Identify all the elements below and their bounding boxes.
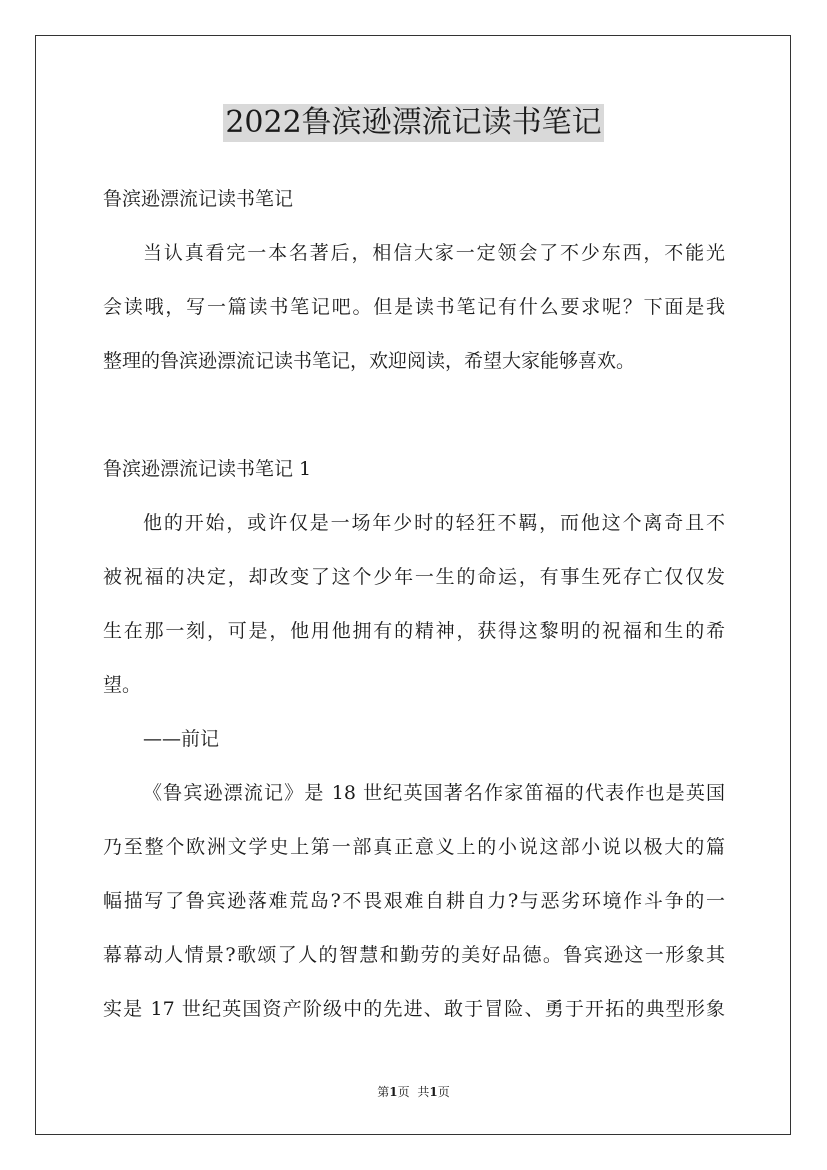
foreword-label: ——前记 xyxy=(143,728,220,750)
total-pages: 1 xyxy=(429,1085,438,1099)
page-number: 1 xyxy=(389,1085,398,1099)
intro-line: 会读哦，写一篇读书笔记吧。但是读书笔记有什么要求呢？下面是我 xyxy=(103,296,725,318)
paragraph-line: 幕幕动人情景?歌颂了人的智慧和勤劳的美好品德。鲁宾逊这一形象其 xyxy=(103,944,725,966)
paragraph-line: 实是 17 世纪英国资产阶级中的先进、敢于冒险、勇于开拓的典型形象 xyxy=(103,998,725,1020)
spacer xyxy=(103,388,725,442)
section-heading: 鲁滨逊漂流记读书笔记 1 xyxy=(103,458,312,480)
page-footer xyxy=(0,1084,827,1100)
total-suffix: 页 xyxy=(437,1085,450,1099)
paragraph-line: 他的开始，或许仅是一场年少时的轻狂不羁，而他这个离奇且不 xyxy=(143,512,725,534)
page-prefix: 第 xyxy=(377,1085,390,1099)
paragraph-line: 幅描写了鲁宾逊落难荒岛?不畏艰难自耕自力?与恶劣环境作斗争的一 xyxy=(103,890,725,912)
intro-line: 整理的鲁滨逊漂流记读书笔记，欢迎阅读，希望大家能够喜欢。 xyxy=(103,350,636,372)
document-title: 2022鲁滨逊漂流记读书笔记 xyxy=(225,105,602,140)
paragraph-line: 生在那一刻，可是，他用他拥有的精神，获得这黎明的祝福和生的希 xyxy=(103,620,725,642)
paragraph-line: 望。 xyxy=(103,674,142,696)
total-prefix: 共 xyxy=(417,1085,430,1099)
document-body xyxy=(103,172,725,1036)
subtitle: 鲁滨逊漂流记读书笔记 xyxy=(103,188,294,210)
paragraph-line: 乃至整个欧洲文学史上第一部真正意义上的小说这部小说以极大的篇 xyxy=(103,836,725,858)
intro-line: 当认真看完一本名著后，相信大家一定领会了不少东西，不能光 xyxy=(143,242,725,264)
paragraph-line: 被祝福的决定，却改变了这个少年一生的命运，有事生死存亡仅仅发 xyxy=(103,566,725,588)
page-suffix: 页 xyxy=(397,1085,410,1099)
title-container xyxy=(0,104,827,142)
paragraph-line: 《鲁宾逊漂流记》是 18 世纪英国著名作家笛福的代表作也是英国 xyxy=(143,782,725,804)
